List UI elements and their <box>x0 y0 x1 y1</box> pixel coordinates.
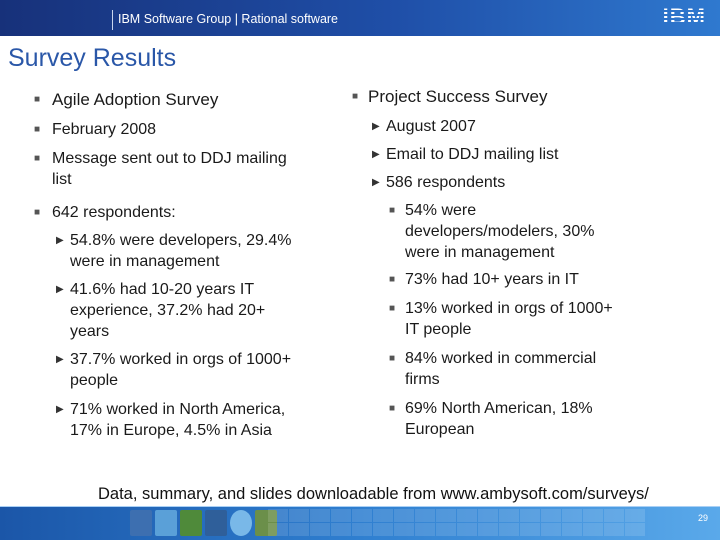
right-sub-item-respondents: 586 respondents <box>386 174 506 191</box>
left-sub-item <box>70 399 285 441</box>
footer-bar <box>0 506 720 540</box>
text-line: list <box>52 171 72 188</box>
text-line: 54.8% were developers, 29.4% <box>70 232 292 249</box>
text-line: people <box>70 372 119 389</box>
text-line: firms <box>405 371 440 388</box>
footer-block-pattern <box>268 509 645 536</box>
left-item-respondents: 642 respondents: <box>52 204 176 221</box>
right-sub-item-email: Email to DDJ mailing list <box>386 146 559 163</box>
text-line: 84% worked in commercial <box>405 350 597 367</box>
text-line: 37.7% worked in orgs of 1000+ <box>70 351 292 368</box>
bullet-icon: ■ <box>389 303 396 314</box>
ibm-logo: IBM <box>662 4 706 29</box>
text-line: 13% worked in orgs of 1000+ <box>405 300 613 317</box>
text-line: Message sent out to DDJ mailing <box>52 150 287 167</box>
text-line: were in management <box>405 244 555 261</box>
left-heading: Agile Adoption Survey <box>52 90 219 109</box>
footer-highlight <box>0 506 720 507</box>
bullet-icon: ■ <box>34 94 41 105</box>
triangle-bullet-icon: ▶ <box>372 149 380 160</box>
text-line: 41.6% had 10-20 years IT <box>70 281 255 298</box>
footer-thumbnail <box>155 510 177 536</box>
bullet-icon: ■ <box>34 124 41 135</box>
left-sub-item <box>70 349 291 391</box>
text-line: European <box>405 421 475 438</box>
right-detail: 73% had 10+ years in IT <box>405 271 579 288</box>
header-text: IBM Software Group | Rational software <box>118 12 339 26</box>
text-line: IT people <box>405 321 472 338</box>
bullet-icon: ■ <box>352 91 359 102</box>
footer-thumbnail <box>180 510 202 536</box>
text-line: 17% in Europe, 4.5% in Asia <box>70 422 272 439</box>
bullet-icon: ■ <box>389 403 396 414</box>
header-divider <box>112 10 113 30</box>
right-detail <box>405 298 613 340</box>
text-line: experience, 37.2% had 20+ <box>70 302 266 319</box>
right-detail <box>405 200 594 263</box>
right-sub-item-date: August 2007 <box>386 118 476 135</box>
footer-thumbnail <box>230 510 252 536</box>
text-line: 71% worked in North America, <box>70 401 286 418</box>
footer-image-strip <box>130 510 277 536</box>
text-line: 69% North American, 18% <box>405 400 593 417</box>
text-line: years <box>70 323 110 340</box>
left-sub-item <box>70 230 291 272</box>
slide-title: Survey Results <box>8 44 177 72</box>
triangle-bullet-icon: ▶ <box>372 121 380 132</box>
left-sub-item <box>70 279 265 342</box>
left-item-message <box>52 148 287 190</box>
right-detail <box>405 348 596 390</box>
left-item-date: February 2008 <box>52 121 157 138</box>
page-number: 29 <box>697 513 708 523</box>
footer-thumbnail <box>130 510 152 536</box>
bullet-icon: ■ <box>34 207 41 218</box>
right-heading: Project Success Survey <box>368 87 548 106</box>
header-bar <box>0 0 720 36</box>
right-detail <box>405 398 593 440</box>
bullet-icon: ■ <box>389 205 396 216</box>
text-line: developers/modelers, 30% <box>405 223 595 240</box>
bullet-icon: ■ <box>389 274 396 285</box>
triangle-bullet-icon: ▶ <box>56 235 64 246</box>
text-line: were in management <box>70 253 220 270</box>
bullet-icon: ■ <box>389 353 396 364</box>
footer-thumbnail <box>205 510 227 536</box>
triangle-bullet-icon: ▶ <box>372 177 380 188</box>
text-line: 54% were <box>405 202 477 219</box>
triangle-bullet-icon: ▶ <box>56 354 64 365</box>
triangle-bullet-icon: ▶ <box>56 404 64 415</box>
triangle-bullet-icon: ▶ <box>56 284 64 295</box>
bullet-icon: ■ <box>34 153 41 164</box>
footer-download-text: Data, summary, and slides downloadable from www.ambysoft.com/surveys/ <box>98 485 649 503</box>
